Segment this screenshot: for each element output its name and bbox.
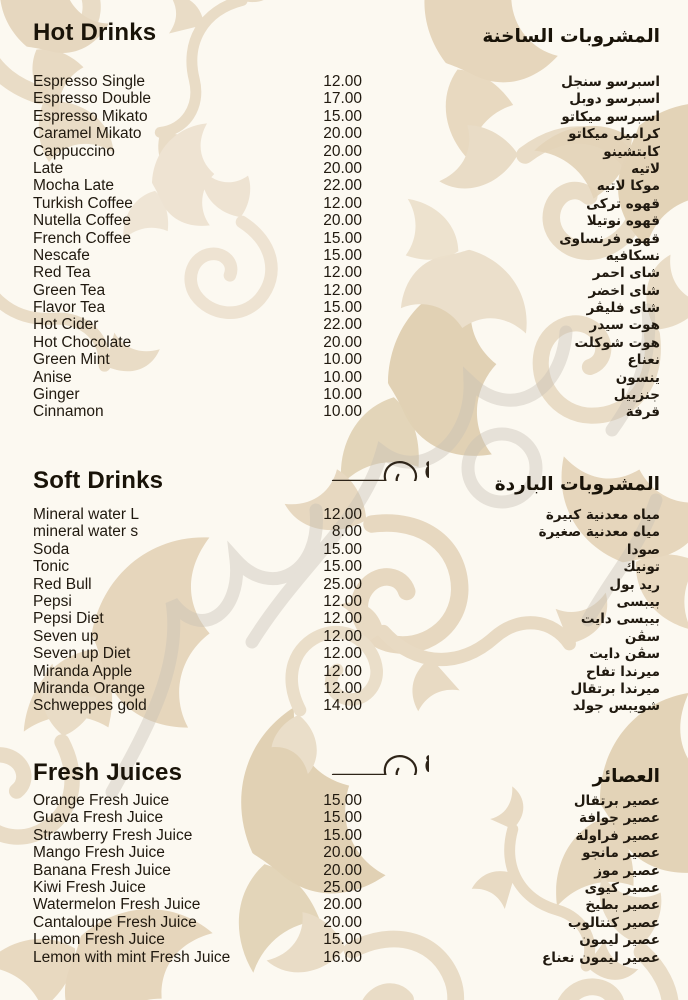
item-price: 15.00 <box>323 229 362 247</box>
item-price: 22.00 <box>323 177 362 195</box>
item-name-ar: مياه معدنية كبيرة <box>545 507 660 523</box>
menu-item-row <box>33 628 660 645</box>
item-name-ar: جنزبيل <box>613 387 660 404</box>
item-price: 15.00 <box>323 931 362 949</box>
item-name-en: Mocha Late <box>33 177 114 195</box>
item-price: 20.00 <box>323 142 362 160</box>
menu-item-row <box>33 862 660 879</box>
item-price: 15.00 <box>323 826 362 844</box>
item-name-ar: تونيك <box>623 559 660 576</box>
menu-item-row <box>33 931 660 948</box>
item-name-ar: عصير موز <box>594 862 660 879</box>
item-price: 12.00 <box>323 73 362 90</box>
menu-item-row <box>33 247 660 264</box>
item-name-ar: موكا لاتيه <box>596 178 660 195</box>
menu-item-row <box>33 949 660 966</box>
item-price: 10.00 <box>323 386 362 404</box>
item-name-en: Schweppes gold <box>33 697 147 715</box>
item-name-en: Orange Fresh Juice <box>33 792 170 809</box>
item-name-ar: قهوه نوتيلا <box>586 213 660 230</box>
menu-items-hot-drinks <box>33 73 660 421</box>
item-price: 20.00 <box>323 913 362 931</box>
item-name-ar: عصير كنتالوب <box>567 914 660 931</box>
menu-item-row <box>33 230 660 247</box>
item-name-ar: بيبسى دايت <box>580 611 660 628</box>
menu-item-row <box>33 827 660 844</box>
menu-items-soft-drinks <box>33 506 660 715</box>
item-name-ar: شاى فليڤر <box>586 300 660 317</box>
item-name-en: Red Bull <box>33 575 92 593</box>
menu-item-row <box>33 593 660 610</box>
item-name-en: Pepsi Diet <box>33 610 104 628</box>
section-header-soft-drinks <box>33 468 660 496</box>
item-price: 20.00 <box>323 861 362 879</box>
item-price: 15.00 <box>323 107 362 125</box>
item-price: 16.00 <box>323 948 362 966</box>
item-name-ar: كابتشينو <box>603 143 660 160</box>
menu-item-row <box>33 125 660 142</box>
menu-item-row <box>33 506 660 523</box>
section-title-en: Soft Drinks <box>33 467 164 494</box>
item-name-ar: قهوه فرنساوى <box>559 230 660 247</box>
item-name-ar: ينسون <box>615 369 660 386</box>
item-name-ar: عصير ليمون <box>579 932 660 949</box>
item-price: 12.00 <box>323 627 362 645</box>
item-price: 15.00 <box>323 558 362 576</box>
menu-item-row <box>33 143 660 160</box>
menu-item-row <box>33 645 660 662</box>
item-name-en: Espresso Single <box>33 73 146 90</box>
item-name-ar: لاتيه <box>631 160 660 177</box>
menu-item-row <box>33 523 660 540</box>
menu-item-row <box>33 177 660 194</box>
section-header-hot-drinks <box>33 20 660 48</box>
item-price: 15.00 <box>323 809 362 827</box>
item-name-en: Lemon with mint Fresh Juice <box>33 948 231 966</box>
item-name-en: Flavor Tea <box>33 299 106 317</box>
item-name-en: Seven up <box>33 627 99 645</box>
menu-item-row <box>33 195 660 212</box>
menu-item-row <box>33 334 660 351</box>
menu-item-row <box>33 316 660 333</box>
item-name-en: Kiwi Fresh Juice <box>33 878 146 896</box>
item-name-ar: شاى احمر <box>592 265 660 282</box>
item-name-en: mineral water s <box>33 523 139 541</box>
item-name-en: Hot Chocolate <box>33 333 132 351</box>
item-price: 25.00 <box>323 575 362 593</box>
menu-item-row <box>33 386 660 403</box>
item-name-en: Pepsi <box>33 592 72 610</box>
menu-item-row <box>33 212 660 229</box>
menu-item-row <box>33 369 660 386</box>
menu-item-row <box>33 809 660 826</box>
item-name-en: Soda <box>33 540 70 558</box>
item-name-en: Guava Fresh Juice <box>33 809 164 827</box>
item-name-en: Caramel Mikato <box>33 125 142 143</box>
item-name-ar: سڤن <box>624 628 660 645</box>
menu-item-row <box>33 792 660 809</box>
item-name-ar: ميرندا برتقال <box>570 680 660 697</box>
menu-item-row <box>33 663 660 680</box>
item-name-en: Late <box>33 159 64 177</box>
item-name-en: Seven up Diet <box>33 645 131 663</box>
item-name-ar: عصير كيوى <box>584 879 660 896</box>
section-title-en: Hot Drinks <box>33 19 157 46</box>
menu-item-row <box>33 90 660 107</box>
menu-item-row <box>33 403 660 420</box>
item-price: 17.00 <box>323 90 362 108</box>
item-name-ar: نعناع <box>627 352 660 369</box>
menu-item-row <box>33 844 660 861</box>
item-name-ar: اسبرسو دوبل <box>569 91 660 108</box>
menu-item-row <box>33 108 660 125</box>
item-price: 22.00 <box>323 316 362 334</box>
menu-item-row <box>33 558 660 575</box>
item-name-en: Lemon Fresh Juice <box>33 931 165 949</box>
item-name-ar: شاى اخضر <box>588 282 660 299</box>
section-title-ar: العصائر <box>592 766 660 787</box>
item-name-ar: ريد بول <box>609 576 660 593</box>
item-price: 20.00 <box>323 212 362 230</box>
item-name-en: Nescafe <box>33 246 90 264</box>
item-price: 20.00 <box>323 333 362 351</box>
section-title-ar: المشروبات الساخنة <box>482 26 660 47</box>
section-title-en: Fresh Juices <box>33 759 183 786</box>
item-name-ar: هوت شوكلت <box>574 334 660 351</box>
item-name-en: Nutella Coffee <box>33 212 131 230</box>
item-name-ar: صودا <box>626 541 660 558</box>
item-price: 15.00 <box>323 246 362 264</box>
item-name-en: Cappuccino <box>33 142 115 160</box>
item-name-en: Tonic <box>33 558 70 576</box>
item-price: 12.00 <box>323 679 362 697</box>
item-name-ar: عصير فراولة <box>575 827 660 844</box>
menu-item-row <box>33 576 660 593</box>
item-name-en: Hot Cider <box>33 316 99 334</box>
item-name-en: Mineral water L <box>33 506 139 523</box>
item-name-ar: كراميل ميكاتو <box>568 126 660 143</box>
item-name-ar: اسبرسو سنجل <box>561 74 660 90</box>
item-price: 25.00 <box>323 878 362 896</box>
item-name-ar: ميرندا تفاح <box>585 663 660 680</box>
item-name-ar: عصير برتقال <box>573 793 660 809</box>
item-name-ar: عصير مانجو <box>582 845 660 862</box>
item-name-ar: سڤن دايت <box>589 646 660 663</box>
menu-items-fresh-juices <box>33 792 660 966</box>
item-name-en: Miranda Apple <box>33 662 133 680</box>
item-price: 20.00 <box>323 125 362 143</box>
menu-item-row <box>33 73 660 90</box>
menu-item-row <box>33 879 660 896</box>
item-price: 12.00 <box>323 610 362 628</box>
item-price: 14.00 <box>323 697 362 715</box>
item-name-ar: هوت سيدر <box>589 317 660 334</box>
item-price: 20.00 <box>323 896 362 914</box>
item-price: 15.00 <box>323 540 362 558</box>
item-name-ar: مياه معدنية صغيرة <box>538 524 660 541</box>
item-name-en: Red Tea <box>33 264 91 282</box>
item-name-en: Ginger <box>33 386 80 404</box>
item-price: 12.00 <box>323 264 362 282</box>
menu-item-row <box>33 541 660 558</box>
menu-item-row <box>33 896 660 913</box>
item-price: 12.00 <box>323 506 362 523</box>
item-name-en: Strawberry Fresh Juice <box>33 826 193 844</box>
item-price: 8.00 <box>331 523 362 541</box>
menu-item-row <box>33 351 660 368</box>
item-name-en: Banana Fresh Juice <box>33 861 171 879</box>
item-name-en: Mango Fresh Juice <box>33 844 165 862</box>
item-name-en: Espresso Double <box>33 90 152 108</box>
menu-item-row <box>33 680 660 697</box>
item-name-en: Espresso Mikato <box>33 107 148 125</box>
item-price: 15.00 <box>323 299 362 317</box>
item-name-ar: عصير ليمون نعناع <box>542 949 660 966</box>
item-name-en: Green Tea <box>33 281 106 299</box>
item-price: 20.00 <box>323 159 362 177</box>
section-title-ar: المشروبات الباردة <box>494 474 660 495</box>
item-name-ar: عصير جوافة <box>579 810 660 827</box>
item-name-ar: قهوه تركى <box>586 195 660 212</box>
item-price: 20.00 <box>323 844 362 862</box>
item-name-en: Cantaloupe Fresh Juice <box>33 913 197 931</box>
item-name-ar: قرفة <box>625 404 660 421</box>
item-name-en: Green Mint <box>33 351 110 369</box>
menu-item-row <box>33 160 660 177</box>
item-price: 12.00 <box>323 194 362 212</box>
item-name-ar: عصير بطيخ <box>585 897 660 914</box>
item-name-en: Cinnamon <box>33 403 104 421</box>
item-name-ar: اسبرسو ميكاتو <box>561 108 660 125</box>
item-name-en: French Coffee <box>33 229 131 247</box>
item-name-en: Anise <box>33 368 72 386</box>
item-name-ar: نسكافيه <box>605 247 660 264</box>
menu-item-row <box>33 914 660 931</box>
item-price: 10.00 <box>323 368 362 386</box>
item-name-ar: بيبسى <box>616 593 660 610</box>
item-price: 10.00 <box>323 351 362 369</box>
menu-item-row <box>33 697 660 714</box>
item-name-en: Turkish Coffee <box>33 194 133 212</box>
menu-item-row <box>33 299 660 316</box>
menu-item-row <box>33 610 660 627</box>
menu-item-row <box>33 264 660 281</box>
item-price: 12.00 <box>323 592 362 610</box>
item-price: 15.00 <box>323 792 362 809</box>
item-price: 10.00 <box>323 403 362 421</box>
section-header-fresh-juices <box>33 760 660 788</box>
item-name-en: Watermelon Fresh Juice <box>33 896 201 914</box>
item-price: 12.00 <box>323 662 362 680</box>
menu-item-row <box>33 282 660 299</box>
item-name-ar: شويبس جولد <box>572 698 660 715</box>
item-name-en: Miranda Orange <box>33 679 146 697</box>
item-price: 12.00 <box>323 281 362 299</box>
item-price: 12.00 <box>323 645 362 663</box>
